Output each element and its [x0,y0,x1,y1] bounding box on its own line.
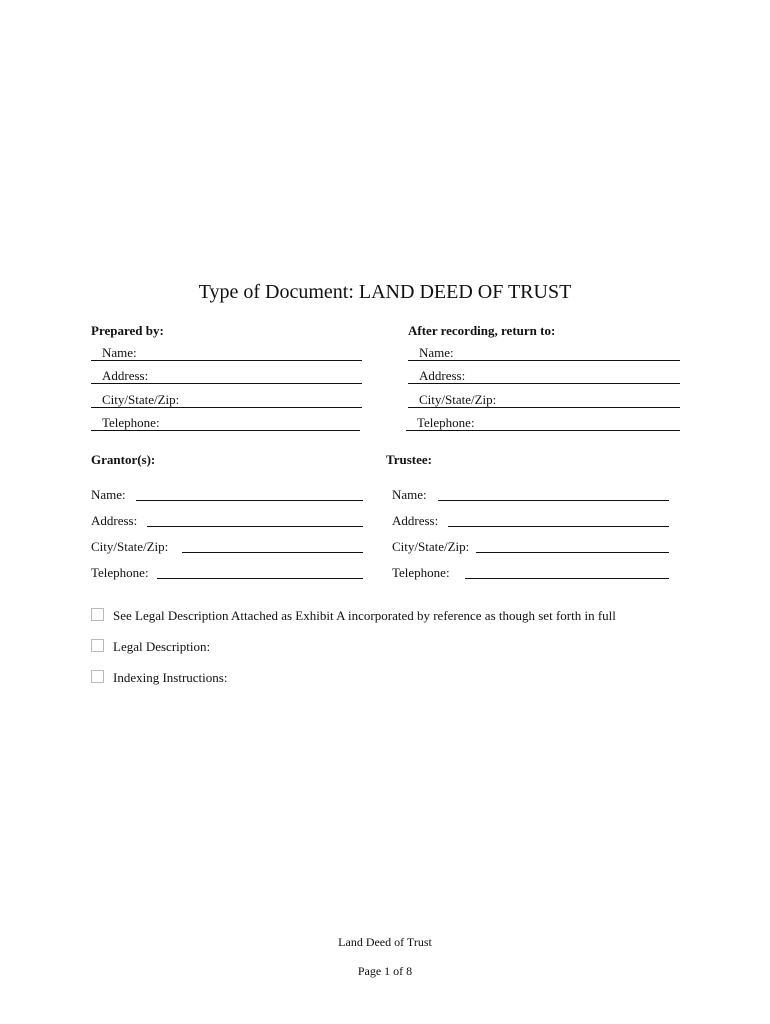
trustee-city-row [392,539,669,557]
trustee-telephone-input[interactable] [465,578,669,579]
grantor-telephone-row [91,565,363,583]
trustee-telephone-row [392,565,669,583]
prepared-by-city-label: City/State/Zip: [102,392,180,407]
trustee-address-input[interactable] [448,526,669,527]
indexing-instructions-label: Indexing Instructions: [113,670,228,685]
grantor-city-label: City/State/Zip: [91,539,169,554]
document-title: Type of Document: LAND DEED OF TRUST [198,281,572,303]
prepared-by-address-label: Address: [102,368,149,383]
trustee-telephone-label: Telephone: [392,565,450,580]
grantor-address-row [91,513,363,531]
return-to-name-field[interactable] [408,345,680,361]
footer-document-name: Land Deed of Trust [338,935,432,949]
prepared-by-name-field[interactable] [91,345,362,361]
trustee-name-input[interactable] [438,500,669,501]
grantor-telephone-input[interactable] [157,578,363,579]
legal-description-label: Legal Description: [113,639,211,654]
return-to-telephone-label: Telephone: [417,415,475,430]
grantor-city-input[interactable] [182,552,363,553]
footer-page-number: Page 1 of 8 [357,964,413,978]
prepared-by-name-label: Name: [102,345,137,360]
grantor-address-label: Address: [91,513,138,528]
return-to-telephone-field[interactable] [406,415,680,431]
prepared-by-city-field[interactable] [91,392,362,408]
grantor-telephone-label: Telephone: [91,565,149,580]
grantor-city-row [91,539,363,557]
return-to-address-label: Address: [419,368,466,383]
grantor-heading: Grantor(s): [91,452,156,467]
trustee-heading: Trustee: [386,452,432,467]
return-to-city-label: City/State/Zip: [419,392,497,407]
exhibit-label: See Legal Description Attached as Exhibit A incorporated by reference as though set forth in full [113,608,616,623]
return-to-name-label: Name: [419,345,454,360]
return-to-heading: After recording, return to: [408,323,556,338]
trustee-address-row [392,513,669,531]
trustee-name-row [392,487,669,505]
return-to-address-field[interactable] [408,368,680,384]
indexing-instructions-checkbox[interactable] [91,670,104,683]
exhibit-checkbox[interactable] [91,608,104,621]
prepared-by-telephone-field[interactable] [91,415,360,431]
legal-description-checkbox[interactable] [91,639,104,652]
trustee-name-label: Name: [392,487,427,502]
grantor-name-label: Name: [91,487,126,502]
trustee-city-label: City/State/Zip: [392,539,470,554]
trustee-address-label: Address: [392,513,439,528]
grantor-name-row [91,487,363,505]
grantor-address-input[interactable] [147,526,363,527]
trustee-city-input[interactable] [476,552,669,553]
prepared-by-heading: Prepared by: [91,323,164,338]
prepared-by-address-field[interactable] [91,368,362,384]
prepared-by-telephone-label: Telephone: [102,415,160,430]
grantor-name-input[interactable] [136,500,363,501]
return-to-city-field[interactable] [408,392,680,408]
